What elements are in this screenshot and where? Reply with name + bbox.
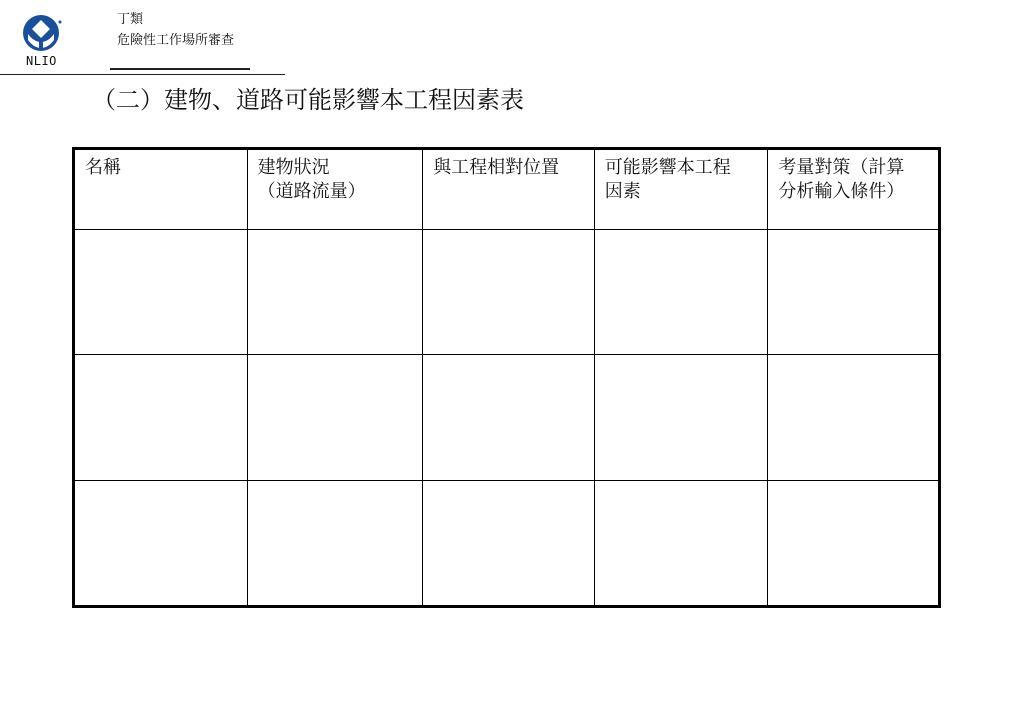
table-cell: [768, 355, 940, 480]
table-row: [74, 230, 940, 355]
page-title: （二）建物、道路可能影響本工程因素表: [92, 86, 524, 114]
table-cell: [768, 230, 940, 355]
table-row: [74, 355, 940, 480]
table-cell: [247, 230, 423, 355]
header-rule-thin: [0, 74, 285, 75]
table-cell: [247, 480, 423, 606]
column-header-name: 名稱: [74, 149, 248, 230]
table-cell: [74, 480, 248, 606]
table-row: [74, 480, 940, 606]
column-header-factors: 可能影響本工程 因素: [594, 149, 768, 230]
org-code: NLIO: [26, 54, 57, 68]
table-cell: [423, 230, 595, 355]
table-cell: [247, 355, 423, 480]
column-header-condition: 建物狀況 （道路流量）: [247, 149, 423, 230]
table-cell: [594, 355, 768, 480]
table-cell: [74, 230, 248, 355]
document-header: [117, 9, 234, 51]
table-cell: [423, 355, 595, 480]
table-cell: [74, 355, 248, 480]
column-header-position: 與工程相對位置: [423, 149, 595, 230]
header-rule-thick: [110, 68, 250, 70]
table-cell: [423, 480, 595, 606]
document-subtitle: 危險性工作場所審查: [117, 33, 235, 48]
category-label: 丁類: [117, 12, 144, 27]
table-cell: [594, 230, 768, 355]
table-cell: [594, 480, 768, 606]
column-header-countermeasure: 考量對策（計算 分析輸入條件）: [768, 149, 940, 230]
nlio-logo-icon: [14, 12, 68, 54]
table-cell: [768, 480, 940, 606]
factors-table: [72, 147, 941, 608]
table-header-row: [74, 149, 940, 230]
